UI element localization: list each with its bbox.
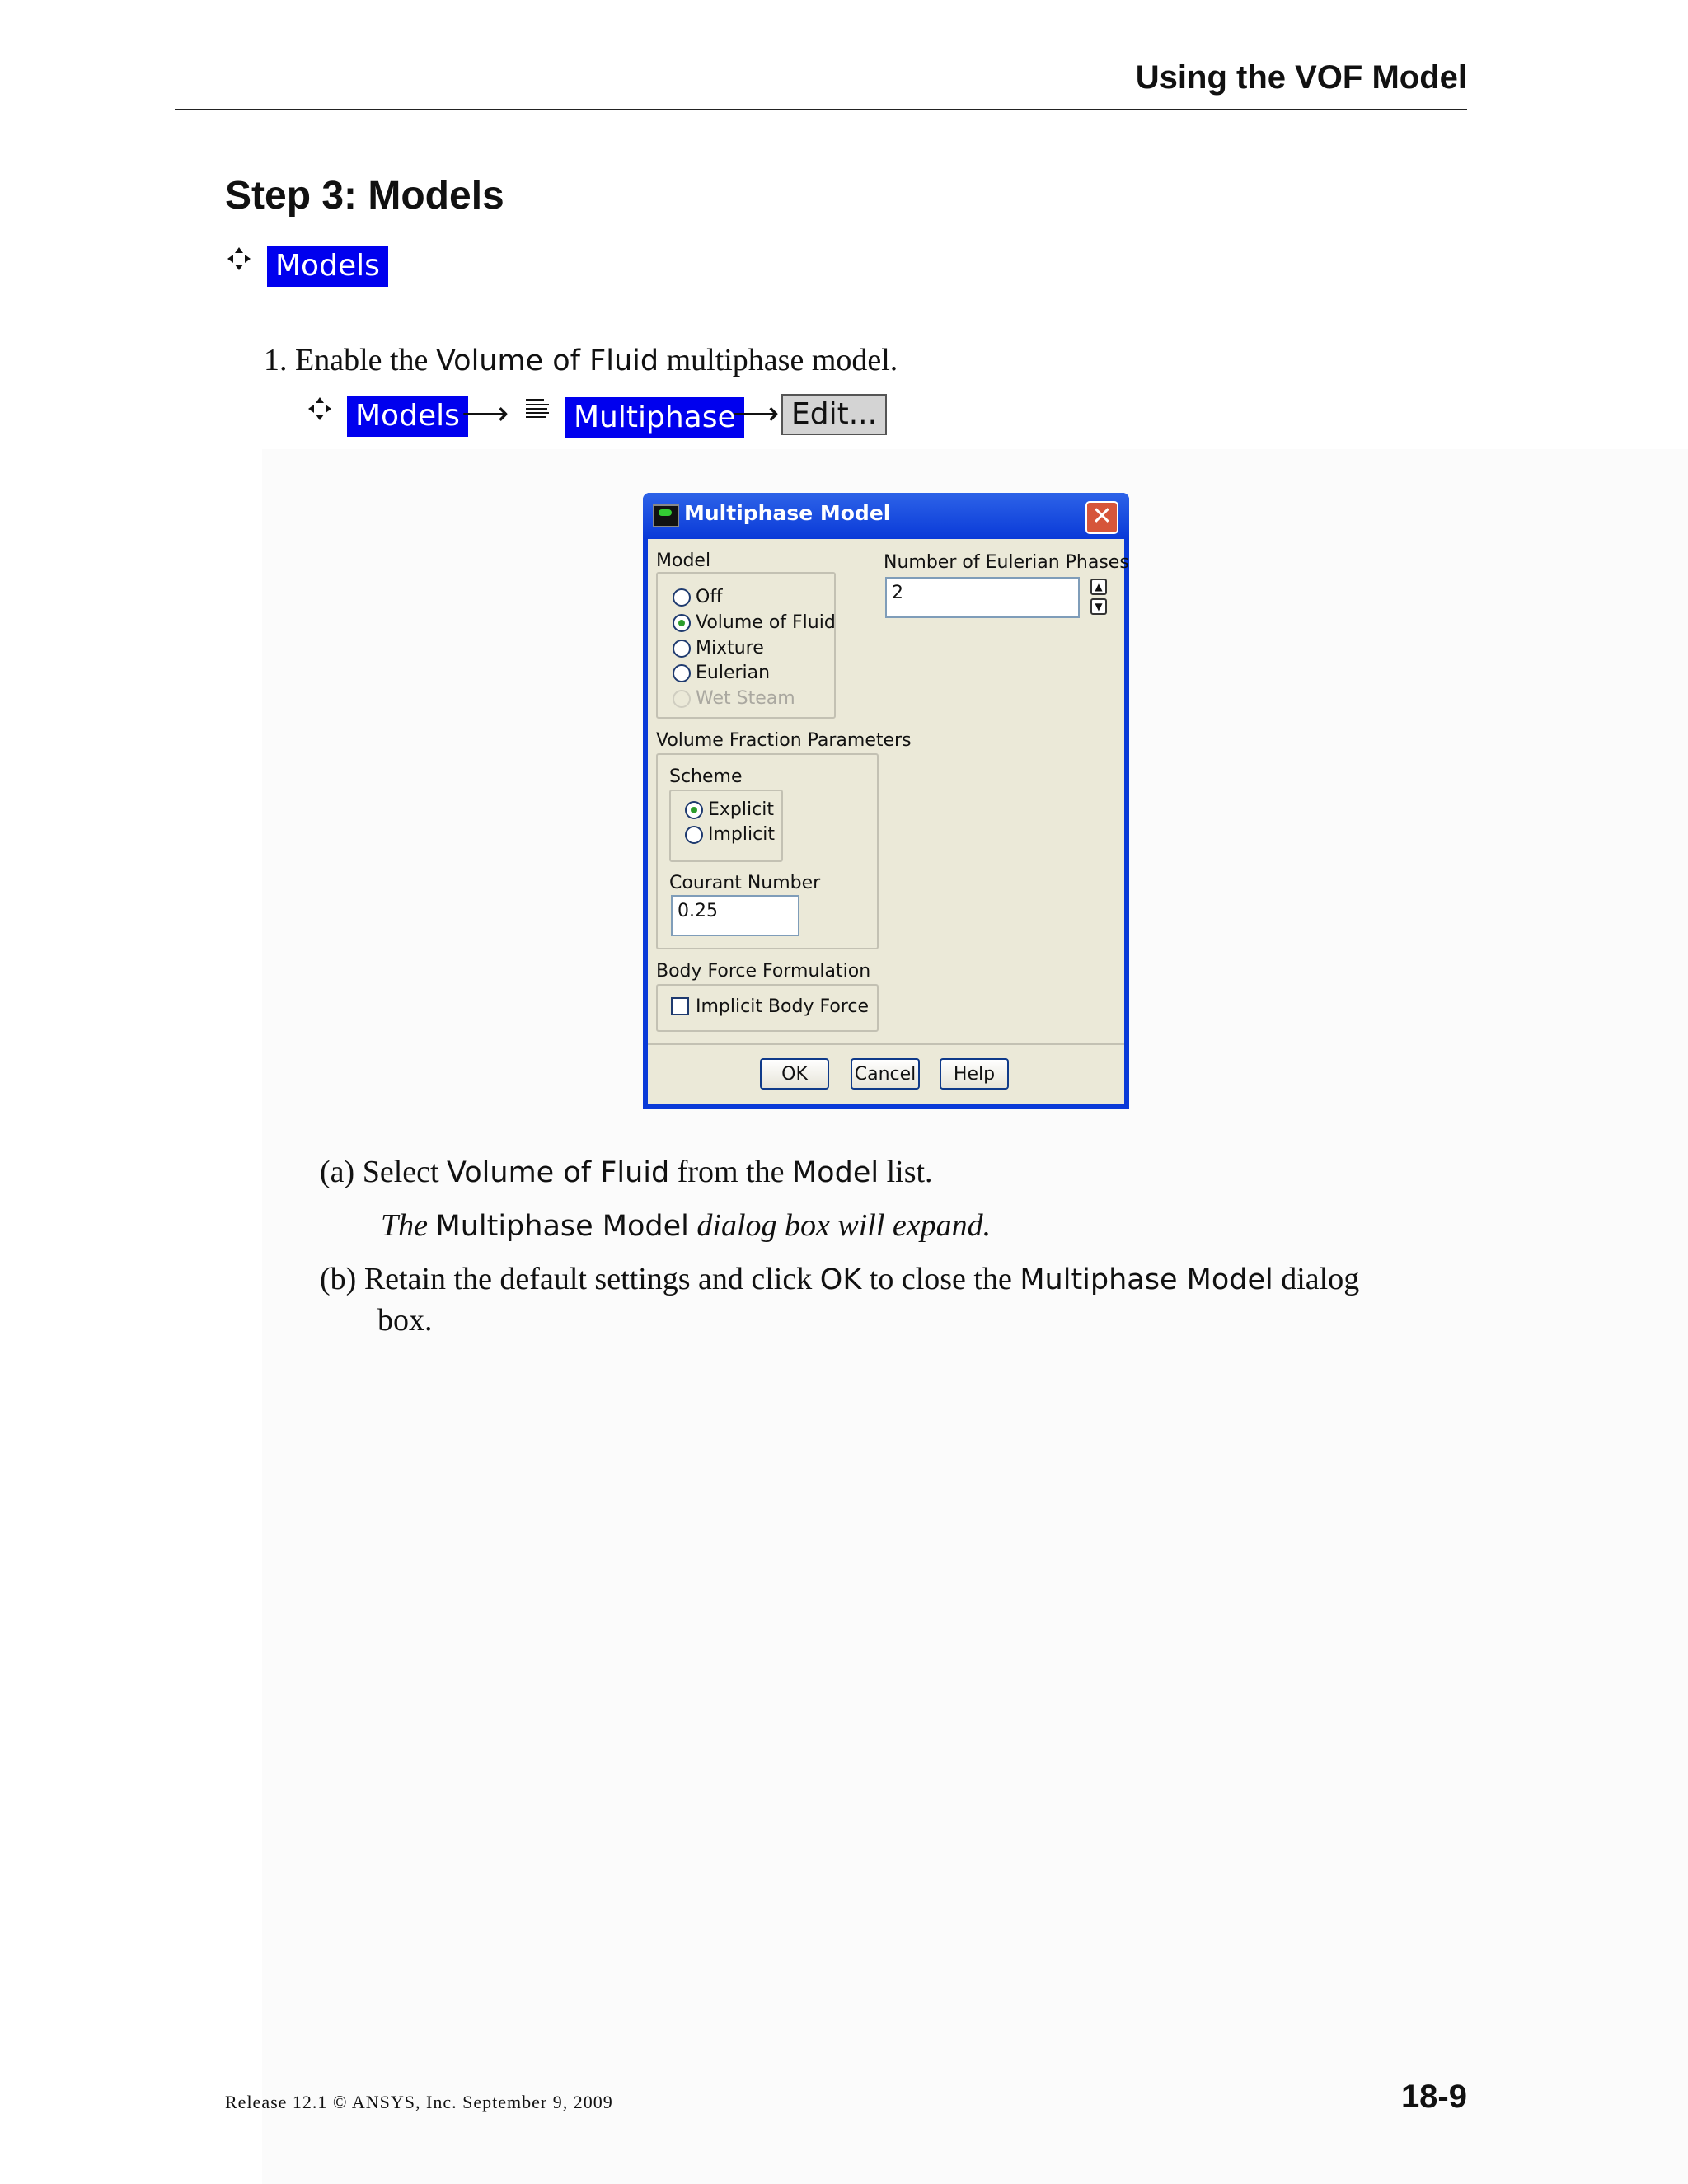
substep-a-term: Volume of Fluid: [447, 1156, 670, 1189]
dialog-title: Multiphase Model: [684, 501, 891, 525]
navigation-pane-icon-2: [307, 396, 333, 422]
substep-b-text: dialog: [1281, 1262, 1360, 1296]
dialog-separator: [648, 1043, 1124, 1045]
scheme-label: Scheme: [669, 766, 743, 787]
instruction-number: 1.: [264, 343, 288, 377]
close-icon[interactable]: ✕: [1085, 501, 1118, 534]
note-text: dialog box will expand.: [696, 1208, 992, 1243]
nav-models-link[interactable]: Models: [267, 246, 388, 287]
implicit-body-force-checkbox[interactable]: [671, 997, 689, 1015]
footer-release: Release 12.1 © ANSYS, Inc. September 9, 2009: [225, 2092, 613, 2112]
substep-b-marker: (b): [320, 1262, 357, 1296]
instruction-text-post: multiphase model.: [666, 343, 898, 377]
model-option-label: Mixture: [696, 638, 764, 658]
model-option-label-disabled: Wet Steam: [696, 688, 795, 709]
path-arrow-1: ⟶: [462, 395, 509, 432]
model-radio-vof[interactable]: [673, 614, 691, 632]
model-radio-off[interactable]: [673, 588, 691, 607]
instruction-text-pre: Enable the: [295, 343, 429, 377]
substep-a: [320, 1154, 933, 1190]
vf-params-label: Volume Fraction Parameters: [656, 730, 912, 751]
dialog-body: [648, 539, 1129, 1104]
substep-a-term: Model: [791, 1156, 879, 1189]
substep-b: [320, 1261, 1359, 1297]
help-button[interactable]: Help: [940, 1058, 1009, 1090]
courant-number-field[interactable]: 0.25: [671, 895, 799, 936]
note-term: Multiphase Model: [435, 1210, 689, 1243]
spin-down-icon[interactable]: ▼: [1090, 598, 1107, 615]
fluent-app-icon: [653, 504, 679, 527]
page-number: 18-9: [1400, 2079, 1467, 2115]
eulerian-phases-label: Number of Eulerian Phases: [884, 552, 1129, 573]
scheme-radio-implicit[interactable]: [685, 826, 703, 844]
substep-b-text: to close the: [869, 1262, 1012, 1296]
substep-b-term: OK: [819, 1263, 862, 1296]
substep-a-text: Select: [362, 1155, 439, 1189]
instruction-1: [264, 342, 898, 378]
model-radio-eulerian[interactable]: [673, 664, 691, 682]
cancel-button[interactable]: Cancel: [851, 1058, 920, 1090]
model-radio-wet-steam: [673, 690, 691, 708]
path-edit-button[interactable]: Edit...: [781, 394, 887, 435]
task-page-icon: [524, 397, 551, 424]
header-rule: [175, 109, 1467, 110]
model-option-label: Off: [696, 587, 723, 607]
substep-a-note: [381, 1207, 991, 1244]
model-option-label: Eulerian: [696, 663, 771, 683]
substep-b-text: Retain the default settings and click: [363, 1262, 813, 1296]
note-text: The: [381, 1208, 428, 1243]
multiphase-model-dialog: [643, 493, 1129, 1109]
body-force-label: Body Force Formulation: [656, 961, 871, 982]
ok-button[interactable]: OK: [760, 1058, 829, 1090]
scheme-radio-explicit[interactable]: [685, 801, 703, 819]
path-multiphase-link[interactable]: Multiphase: [565, 397, 744, 438]
eulerian-phases-field[interactable]: 2: [885, 577, 1080, 618]
model-radio-mixture[interactable]: [673, 640, 691, 658]
substep-b-term: Multiphase Model: [1020, 1263, 1273, 1296]
spin-up-icon[interactable]: ▲: [1090, 579, 1107, 595]
instruction-term: Volume of Fluid: [435, 344, 659, 377]
dialog-titlebar: [643, 493, 1129, 539]
path-models-link[interactable]: Models: [347, 396, 468, 437]
path-arrow-2: ⟶: [732, 395, 780, 432]
substep-a-text: list.: [886, 1155, 933, 1189]
step-heading: Step 3: Models: [225, 174, 504, 218]
running-header: Using the VOF Model: [1135, 59, 1467, 96]
substep-b-line2: box.: [377, 1303, 433, 1338]
model-label: Model: [656, 551, 711, 571]
scheme-option-label: Implicit: [708, 824, 775, 845]
model-option-label: Volume of Fluid: [696, 612, 836, 633]
courant-label: Courant Number: [669, 873, 821, 893]
substep-a-text: from the: [677, 1155, 785, 1189]
navigation-pane-icon: [226, 246, 252, 272]
substep-a-marker: (a): [320, 1155, 355, 1189]
scheme-option-label: Explicit: [708, 799, 774, 820]
implicit-body-force-label: Implicit Body Force: [696, 996, 869, 1017]
